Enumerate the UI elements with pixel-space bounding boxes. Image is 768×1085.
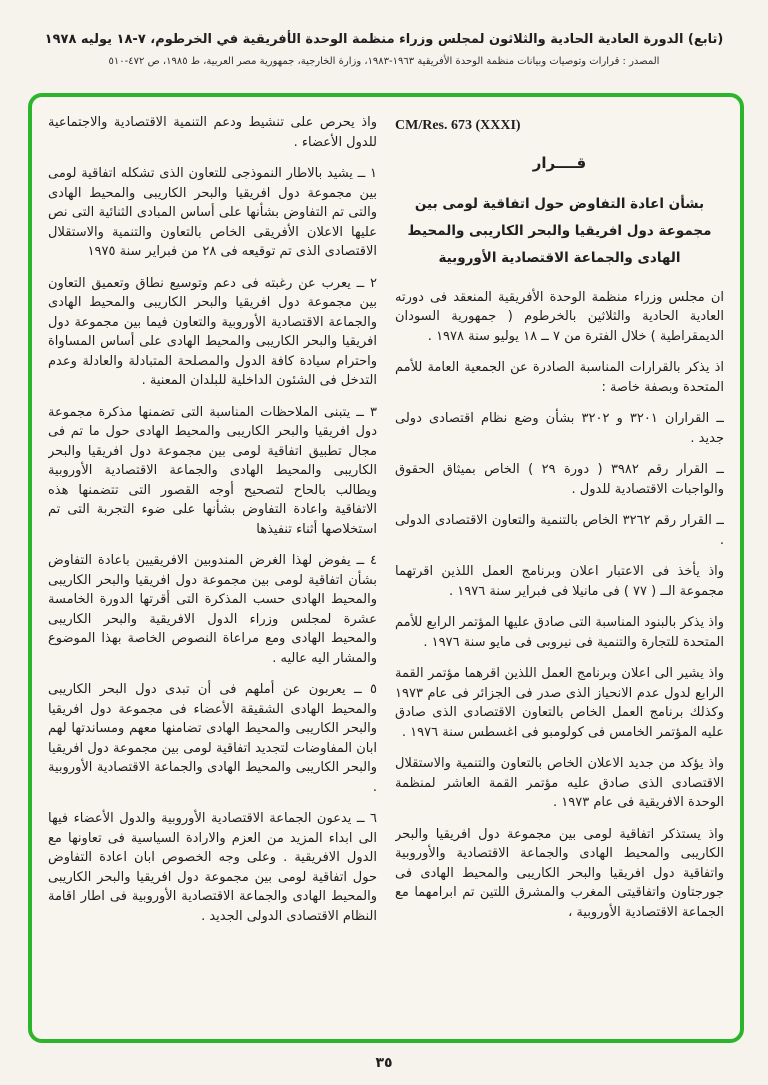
paragraph: واذ يؤكد من جديد الاعلان الخاص بالتعاون والتنمية والاستقلال الاقتصادى الذى صادق عليه مؤتمر القمة العاشر لمنظمة الوحدة الافريقية فى عام ١٩٧٣ . bbox=[395, 756, 724, 810]
paragraph: ٤ ــ يفوض لهذا الغرض المندوبين الافريقيين باعادة التفاوض بشأن اتفاقية لومى بين مجموعة دول افريقيا والبحر الكاريبى والمحيط الهادى حسب المذكرة التى أقرتها الدورة الخامسة عشرة لمجلس وزراء الدول الافريقية والبحر الكاريبى والمحيط الهادى ومع مراعاة النصوص الخاصة بهذا الموضوع والمشار اليه عاليه . bbox=[48, 553, 377, 666]
resolution-title: قــــرار bbox=[532, 154, 587, 172]
paragraph: ٣ ــ يتبنى الملاحظات المناسبة التى تضمنها مذكرة مجموعة دول افريقيا والبحر الكاريبى والمحيط الهادى حول ما تم فى مجال تطبيق اتفاقية لومى بين مجموعة دول افريقيا والبحر الكاريبى والمحيط الهادى والجماعة الاقتصادية الأوروبية ويطالب بالحاح لتصحيح أوجه القصور التى تتضمنها هذه الاتفاقية واعادة التفاوض بشأنها على ضوء التجربة التى تم استخلاصها أثناء تنفيذها bbox=[48, 404, 377, 537]
paragraph: ٥ ــ يعربون عن أملهم فى أن تبدى دول البحر الكاريبى والمحيط الهادى الشقيقة الأعضاء فى مجموعة دول افريقيا والبحر الكاريبى والمحيط الهادى تضامنها معهم ومساندتها لهم ابان المفاوضات لتجديد اتفاقية لومى بين مجموعة دول افريقيا والبحر الكاريبى والمحيط الهادى والجماعة الاقتصادية الأوروبية . bbox=[48, 682, 377, 795]
paragraph: واذ يأخذ فى الاعتبار اعلان وبرنامج العمل اللذين اقرتهما مجموعة الــ ( ٧٧ ) فى مانيلا فى فبراير سنة ١٩٧٦ . bbox=[395, 564, 724, 599]
column-left bbox=[48, 113, 377, 1023]
paragraph: ــ القراران ٣٢٠١ و ٣٢٠٢ بشأن وضع نظام اقتصادى دولى جديد . bbox=[395, 411, 724, 446]
paragraph: واذ يشير الى اعلان وبرنامج العمل اللذين اقرهما مؤتمر القمة الرابع لدول عدم الانحياز الذى صدر فى الجزائر فى عام ١٩٧٣ وكذلك برنامج العمل الخاص بالتعاون الاقتصادى الذى صادق عليه المؤتمر الخامس فى كولومبو فى اغسطس سنة ١٩٧٦ . bbox=[395, 666, 724, 740]
right-column-paragraphs bbox=[395, 288, 724, 923]
resolution-subject: بشأن اعادة التفاوض حول اتفاقية لومى بين مجموعة دول افريقيا والبحر الكاريبى والمحيط الهادى والجماعة الاقتصادية الأوروبية bbox=[407, 195, 712, 266]
green-content-frame bbox=[28, 93, 744, 1043]
two-column-layout bbox=[48, 113, 724, 1023]
paragraph: ٦ ــ يدعون الجماعة الاقتصادية الأوروبية والدول الأعضاء فيها الى ابداء المزيد من العزم والارادة السياسية فى تعاونها مع الدول الافريقية . وعلى وجه الخصوص ابان اعادة التفاوض حول اتفاقية لومى بين مجموعة دول افريقيا والبحر الكاريبى والمحيط الهادى والجماعة الاقتصادية الأوروبية فى اطار اقامة النظام الاقتصادى الدولى الجديد . bbox=[48, 811, 377, 924]
paragraph: ان مجلس وزراء منظمة الوحدة الأفريقية المنعقد فى دورته العادية الحادية والثلاثين بالخرطوم ( جمهورية السودان الديمقراطية ) خلال الفترة من ٧ ــ ١٨ يوليو سنة ١٩٧٨ . bbox=[395, 289, 724, 344]
header-source-line: المصدر : قرارات وتوصيات وبيانات منظمة الوحدة الأفريقية ١٩٦٣-١٩٨٣، وزارة الخارجية، جمهورية مصر العربية، ط ١٩٨٥، ص ٤٧٢-٥١٠ bbox=[108, 56, 660, 67]
paragraph: واذ يستذكر اتفاقية لومى بين مجموعة دول افريقيا والبحر الكاريبى والمحيط الهادى والجماعة الاقتصادية والأوروبية واتفاقية دول افريقيا والبحر الكاريبى والمحيط الهادى فى جورجتاون واتفاقيتى المغرب والمشرق اللتين تم ابرامهما مع الجماعة الاقتصادية الأوروبية ، bbox=[395, 826, 724, 920]
paragraph: ١ ــ يشيد بالاطار النموذجى للتعاون الذى تشكله اتفاقية لومى بين مجموعة دول افريقيا والبحر الكاريبى والمحيط الهادى والتى تم التفاوض بشأنها على أساس المبادى الثنائية التى نص عليها الاعلان الأفريقى الخاص بالتعاون والتنمية والاستقلال الاقتصادى الذى تم توقيعه فى ٢٨ من فبراير سنة ١٩٧٥ bbox=[48, 166, 377, 259]
paragraph: ٢ ــ يعرب عن رغبته فى دعم وتوسيع نطاق وتعميق التعاون بين مجموعة دول افريقيا والبحر الكاريبى والمحيط الهادى والجماعة الاقتصادية الأوروبية والتعاون فيما بين مجموعة دول افريقيا والبحر الكاريبى والمحيط الهادى على أساس المساواة واحترام سيادة كافة الدول والمصلحة المتبادلة والعادلة وعدم التدخل فى الشئون الداخلية للبلدان المعنية . bbox=[48, 275, 377, 388]
page-number: ٣٥ bbox=[375, 1055, 393, 1071]
header-session-line: (تابع) الدورة العادية الحادية والثلاثون لمجلس وزراء منظمة الوحدة الأفريقية في الخرطوم، ٧-١٨ يوليه ١٩٧٨ bbox=[44, 32, 724, 47]
column-right bbox=[395, 113, 724, 1023]
paragraph: ــ القرار رقم ٣٢٦٢ الخاص بالتنمية والتعاون الاقتصادى الدولى . bbox=[395, 513, 724, 548]
paragraph: واذ يذكر بالبنود المناسبة التى صادق عليها المؤتمر الرابع للأمم المتحدة للتجارة والتنمية فى نيروبى فى مايو سنة ١٩٧٦ . bbox=[395, 615, 724, 650]
paragraph: واذ يحرص على تنشيط ودعم التنمية الاقتصادية والاجتماعية للدول الأعضاء . bbox=[48, 115, 377, 150]
paragraph: ــ القرار رقم ٣٩٨٢ ( دورة ٢٩ ) الخاص بميثاق الحقوق والواجبات الاقتصادية للدول . bbox=[395, 462, 724, 497]
paragraph: اذ يذكر بالقرارات المناسبة الصادرة عن الجمعية العامة للأمم المتحدة وبصفة خاصة : bbox=[395, 360, 724, 395]
left-column-paragraphs bbox=[48, 113, 377, 926]
resolution-reference: CM/Res. 673 (XXXI) bbox=[395, 118, 521, 133]
page-header bbox=[0, 0, 768, 67]
